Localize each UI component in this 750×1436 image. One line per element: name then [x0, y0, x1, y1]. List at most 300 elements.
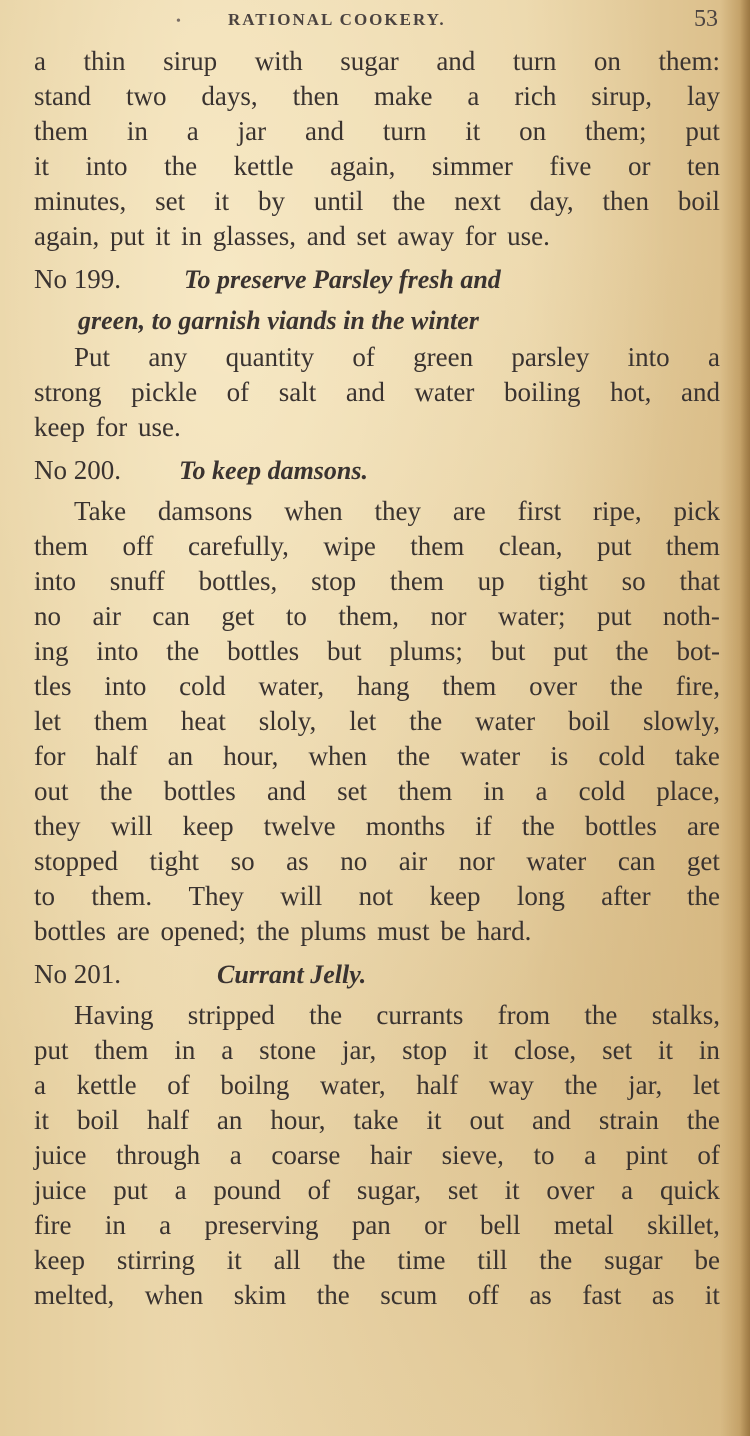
text-line: [34, 669, 720, 704]
word: currants: [376, 1000, 464, 1030]
word: up: [477, 566, 505, 596]
word: the: [686, 1105, 720, 1135]
word: and: [345, 377, 385, 407]
word: months: [365, 811, 446, 841]
word: sugar,: [356, 1175, 422, 1205]
word: a: [34, 46, 46, 76]
word: to: [34, 881, 56, 911]
word: off: [122, 531, 154, 561]
text-line: [34, 494, 720, 529]
word: the: [539, 1245, 573, 1275]
word: jar,: [342, 1035, 377, 1065]
word: of: [352, 342, 375, 372]
word: off: [467, 1280, 499, 1310]
word: sieve,: [441, 1140, 504, 1170]
word: into: [34, 566, 77, 596]
word: put: [34, 1035, 69, 1065]
page-edge-shadow: [740, 0, 750, 1436]
word: out: [469, 1105, 504, 1135]
carry-over-paragraph: [34, 44, 720, 254]
word: bottles,: [198, 566, 278, 596]
word: salt: [278, 377, 317, 407]
word: can: [617, 846, 656, 876]
word: half: [416, 1070, 459, 1100]
word: let: [34, 706, 61, 736]
text-line: [34, 375, 720, 410]
word: in: [483, 776, 505, 806]
word: it: [34, 1105, 50, 1135]
word: it: [214, 186, 230, 216]
word: coarse: [271, 1140, 341, 1170]
text-line: [34, 1138, 720, 1173]
word: as: [529, 1280, 552, 1310]
word: are: [686, 811, 720, 841]
running-head-title: RATIONAL COOKERY.: [228, 10, 446, 29]
word: if: [475, 811, 492, 841]
text-line: [34, 1208, 720, 1243]
word: ing: [34, 636, 69, 666]
word: cold: [179, 671, 226, 701]
word: boil: [76, 1105, 119, 1135]
word: it: [426, 1105, 442, 1135]
word: simmer: [431, 151, 513, 181]
word: it: [704, 1280, 720, 1310]
word: damsons: [157, 496, 253, 526]
recipe-title-continuation: green, to garnish viands in the winter: [78, 306, 479, 335]
word: of: [697, 1140, 720, 1170]
text-line: [34, 1103, 720, 1138]
word: wipe: [323, 531, 376, 561]
word: a: [535, 776, 548, 806]
word: them: [665, 531, 720, 561]
word: stop: [402, 1035, 448, 1065]
word: slowly,: [642, 706, 720, 736]
word: till: [477, 1245, 508, 1275]
word: the: [686, 881, 720, 911]
word: the: [164, 151, 198, 181]
word: can: [152, 601, 190, 631]
word: put: [113, 1175, 148, 1205]
word: get: [686, 846, 720, 876]
word: half: [95, 741, 138, 771]
text-line: [34, 529, 720, 564]
word: bell: [479, 1210, 521, 1240]
word: or: [424, 1210, 447, 1240]
word: put: [685, 116, 720, 146]
word: nor: [430, 601, 467, 631]
text-line: [34, 149, 720, 184]
word: pan: [351, 1210, 391, 1240]
text-line: [34, 1278, 720, 1313]
word: make: [374, 81, 433, 111]
word: sugar: [604, 1245, 663, 1275]
word: ripe,: [592, 496, 642, 526]
word: water;: [498, 601, 566, 631]
text-line: [34, 1033, 720, 1068]
word: a: [221, 1035, 234, 1065]
recipe-title: To keep damsons.: [179, 456, 368, 485]
word: over: [529, 671, 578, 701]
running-head-ornament: •: [176, 14, 181, 29]
word: quantity: [225, 342, 315, 372]
word: until: [313, 186, 364, 216]
text-line: keep for use.: [34, 412, 181, 442]
word: water: [460, 741, 521, 771]
word: air: [398, 846, 428, 876]
page-number: 53: [694, 6, 718, 32]
text-line: [34, 634, 720, 669]
text-line: [34, 998, 720, 1033]
word: that: [679, 566, 720, 596]
word: but: [327, 636, 362, 666]
word: put: [596, 531, 632, 561]
word: day,: [529, 186, 574, 216]
word: twelve: [263, 811, 336, 841]
word: them: [442, 671, 497, 701]
word: is: [550, 741, 569, 771]
word: the: [166, 636, 200, 666]
word: the: [564, 1070, 598, 1100]
word: and: [680, 377, 720, 407]
word: it: [34, 151, 50, 181]
word: carefully,: [187, 531, 289, 561]
text-line: [34, 1068, 720, 1103]
word: in: [126, 116, 148, 146]
word: set: [155, 186, 186, 216]
word: rich: [514, 81, 557, 111]
word: them: [34, 116, 88, 146]
word: nor: [458, 846, 495, 876]
word: in: [698, 1035, 720, 1065]
word: kettle: [233, 151, 294, 181]
word: set: [337, 776, 368, 806]
word: them: [94, 1035, 149, 1065]
recipe-title: To preserve Parsley fresh and: [184, 265, 501, 294]
word: be: [694, 1245, 720, 1275]
word: through: [116, 1140, 201, 1170]
word: the: [609, 671, 643, 701]
word: them: [410, 531, 465, 561]
word: close,: [513, 1035, 577, 1065]
text-line: [34, 739, 720, 774]
word: of: [307, 1175, 331, 1205]
word: not: [358, 881, 394, 911]
word: by: [257, 186, 285, 216]
word: them: [34, 531, 88, 561]
word: set: [602, 1035, 633, 1065]
word: them,: [338, 601, 400, 631]
word: a: [174, 1175, 187, 1205]
word: take: [353, 1105, 399, 1135]
word: hot,: [610, 377, 652, 407]
word: tles: [34, 671, 72, 701]
page-text: [34, 44, 720, 1313]
word: they: [34, 811, 81, 841]
word: stone: [259, 1035, 317, 1065]
word: a: [159, 1210, 172, 1240]
word: hang: [356, 671, 410, 701]
word: it: [226, 1245, 242, 1275]
word: boilng: [220, 1070, 290, 1100]
word: a: [467, 81, 480, 111]
word: half: [146, 1105, 189, 1135]
word: a: [34, 1070, 46, 1100]
word: heat: [180, 706, 226, 736]
word: the: [316, 1280, 350, 1310]
word: water: [475, 706, 536, 736]
word: the: [309, 1000, 343, 1030]
word: water: [414, 377, 475, 407]
word: cold: [578, 776, 626, 806]
word: juice: [34, 1175, 87, 1205]
word: into: [85, 151, 128, 181]
word: will: [110, 811, 153, 841]
word: a: [584, 1140, 597, 1170]
word: keep: [34, 1245, 85, 1275]
word: when: [144, 1280, 204, 1310]
word: then: [292, 81, 340, 111]
word: pound: [213, 1175, 281, 1205]
recipe-200-body: [34, 494, 720, 949]
word: pickle: [131, 377, 198, 407]
word: skim: [233, 1280, 287, 1310]
word: let: [349, 706, 377, 736]
word: them: [398, 776, 453, 806]
word: hair: [369, 1140, 412, 1170]
word: them.: [91, 881, 153, 911]
word: sugar: [340, 46, 399, 76]
word: plums;: [389, 636, 463, 666]
text-line: [34, 79, 720, 114]
word: melted,: [34, 1280, 115, 1310]
word: set: [447, 1175, 478, 1205]
word: the: [615, 636, 649, 666]
word: metal: [553, 1210, 614, 1240]
word: cold: [598, 741, 645, 771]
word: but: [490, 636, 526, 666]
word: and: [436, 46, 476, 76]
word: jar: [237, 116, 267, 146]
word: water: [526, 846, 587, 876]
word: fire,: [675, 671, 720, 701]
word: strong: [34, 377, 102, 407]
word: kettle: [76, 1070, 137, 1100]
word: jar,: [628, 1070, 663, 1100]
word: no: [34, 601, 61, 631]
word: on: [519, 116, 547, 146]
word: turn: [382, 116, 427, 146]
word: sirup,: [591, 81, 653, 111]
word: ten: [686, 151, 720, 181]
word: noth-: [662, 601, 720, 631]
recipe-199-body: [34, 340, 720, 445]
word: it: [465, 116, 481, 146]
word: when: [284, 496, 343, 526]
word: skillet,: [647, 1210, 720, 1240]
text-line: [34, 1243, 720, 1278]
word: hour,: [223, 741, 279, 771]
word: an: [216, 1105, 243, 1135]
word: next: [454, 186, 501, 216]
word: sloly,: [258, 706, 317, 736]
word: will: [280, 881, 323, 911]
word: put: [596, 601, 632, 631]
word: fast: [582, 1280, 622, 1310]
word: bottles: [584, 811, 657, 841]
word: days,: [201, 81, 258, 111]
word: the: [584, 1000, 618, 1030]
word: stopped: [34, 846, 118, 876]
word: tight: [538, 566, 588, 596]
word: in: [104, 1210, 126, 1240]
word: snuff: [109, 566, 165, 596]
word: again,: [330, 151, 396, 181]
word: are: [452, 496, 486, 526]
word: the: [392, 186, 426, 216]
word: boil: [568, 706, 611, 736]
word: let: [692, 1070, 720, 1100]
text-line: [34, 44, 720, 79]
recipe-199-heading: [34, 262, 720, 297]
word: They: [188, 881, 244, 911]
word: of: [226, 377, 250, 407]
word: Take: [74, 496, 127, 526]
word: as: [651, 1280, 675, 1310]
word: them:: [658, 46, 720, 76]
text-line: [34, 599, 720, 634]
text-line: [34, 340, 720, 375]
word: lay: [686, 81, 720, 111]
word: keep: [429, 881, 481, 911]
word: into: [104, 671, 147, 701]
word: and: [531, 1105, 571, 1135]
word: no: [340, 846, 368, 876]
word: it: [658, 1035, 674, 1065]
word: out: [34, 776, 69, 806]
recipe-200-heading: [34, 453, 720, 488]
recipe-number: No 199.: [34, 264, 121, 294]
word: quick: [659, 1175, 720, 1205]
word: they: [374, 496, 421, 526]
word: minutes,: [34, 186, 127, 216]
word: into: [96, 636, 139, 666]
word: tight: [149, 846, 200, 876]
word: on: [593, 46, 621, 76]
word: scum: [380, 1280, 438, 1310]
word: Put: [74, 342, 111, 372]
word: an: [167, 741, 194, 771]
word: long: [516, 881, 565, 911]
text-line: [34, 1173, 720, 1208]
word: hour,: [270, 1105, 326, 1135]
word: a: [621, 1175, 634, 1205]
word: the: [332, 1245, 366, 1275]
word: bottles: [163, 776, 236, 806]
word: it: [473, 1035, 489, 1065]
word: the: [397, 741, 431, 771]
word: keep: [182, 811, 234, 841]
word: five: [549, 151, 592, 181]
text-line: [34, 704, 720, 739]
word: or: [627, 151, 651, 181]
word: so: [230, 846, 255, 876]
word: from: [497, 1000, 551, 1030]
text-line: bottles are opened; the plums must be hard.: [34, 916, 532, 946]
word: pint: [625, 1140, 668, 1170]
word: stop: [311, 566, 357, 596]
word: water,: [319, 1070, 386, 1100]
word: them;: [584, 116, 647, 146]
word: in: [174, 1035, 196, 1065]
recipe-number: No 201.: [34, 959, 121, 989]
word: water,: [258, 671, 325, 701]
text-line: again, put it in glasses, and set away for use.: [34, 221, 550, 251]
word: as: [286, 846, 309, 876]
word: it: [504, 1175, 520, 1205]
text-line: [34, 809, 720, 844]
text-line: [34, 844, 720, 879]
word: any: [148, 342, 188, 372]
word: over: [546, 1175, 595, 1205]
recipe-201-body: [34, 998, 720, 1313]
word: so: [621, 566, 646, 596]
word: a: [229, 1140, 242, 1170]
word: them: [389, 566, 444, 596]
word: sirup: [163, 46, 218, 76]
word: boiling: [504, 377, 581, 407]
word: stalks,: [651, 1000, 720, 1030]
word: fire: [34, 1210, 72, 1240]
word: bot-: [676, 636, 720, 666]
word: when: [308, 741, 367, 771]
word: pick: [673, 496, 720, 526]
word: all: [273, 1245, 301, 1275]
word: with: [254, 46, 303, 76]
word: take: [674, 741, 720, 771]
word: green: [413, 342, 474, 372]
word: stripped: [187, 1000, 275, 1030]
recipe-number: No 200.: [34, 455, 121, 485]
running-head: [0, 6, 750, 42]
word: into: [627, 342, 670, 372]
word: Having: [74, 1000, 154, 1030]
word: the: [521, 811, 555, 841]
word: boil: [677, 186, 720, 216]
recipe-title: Currant Jelly.: [217, 960, 367, 989]
word: after: [601, 881, 651, 911]
word: then: [602, 186, 650, 216]
word: and: [266, 776, 306, 806]
word: clean,: [498, 531, 563, 561]
word: way: [488, 1070, 534, 1100]
word: of: [167, 1070, 190, 1100]
word: for: [34, 741, 66, 771]
word: time: [397, 1245, 446, 1275]
word: place,: [656, 776, 720, 806]
text-line: [34, 774, 720, 809]
text-line: [34, 879, 720, 914]
word: parsley: [511, 342, 590, 372]
word: thin: [83, 46, 126, 76]
word: stand: [34, 81, 91, 111]
word: juice: [34, 1140, 87, 1170]
word: turn: [512, 46, 557, 76]
word: to: [533, 1140, 555, 1170]
text-line: [34, 564, 720, 599]
word: put: [553, 636, 588, 666]
word: a: [707, 342, 720, 372]
word: first: [517, 496, 562, 526]
